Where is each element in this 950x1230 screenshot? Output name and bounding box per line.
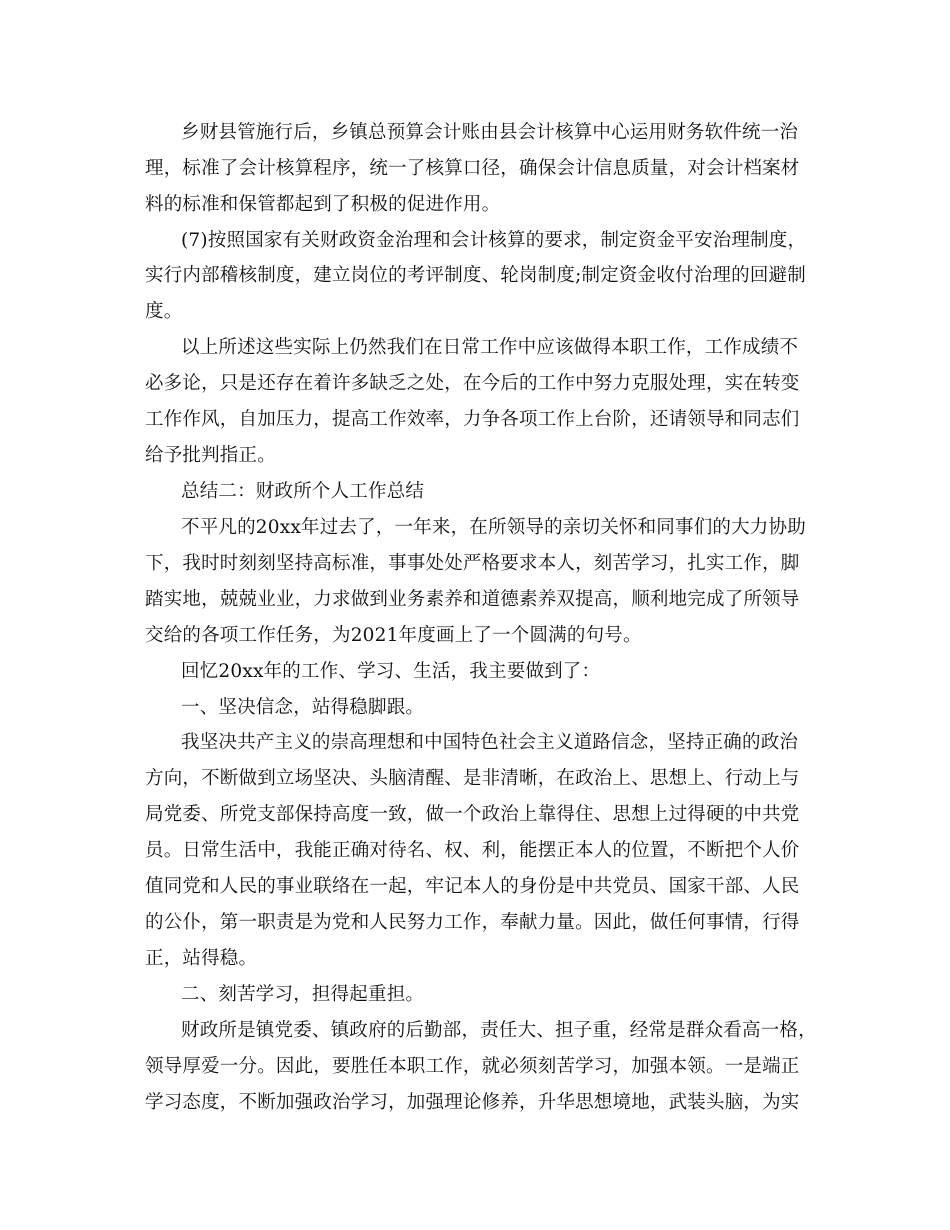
text-line: 给予批判指正。 — [145, 445, 276, 466]
text-line: 学习态度，不断加强政治学习，加强理论修养，升华思想境地，武装头脑，为实 — [145, 1092, 800, 1113]
text-line: 回忆20xx年的工作、学习、生活，我主要做到了： — [181, 661, 601, 682]
section-heading: 总结二：财政所个人工作总结 — [181, 481, 425, 502]
text-line: 员。日常生活中，我能正确对待名、权、利，能摆正本人的位置，不断把个人价 — [145, 840, 800, 861]
text-line: 理，标准了会计核算程序，统一了核算口径，确保会计信息质量，对会计档案材 — [145, 158, 800, 179]
text-line: 工作作风，自加压力，提高工作效率，力争各项工作上台阶，还请领导和同志们 — [145, 409, 800, 430]
text-line: 值同党和人民的事业联络在一起，牢记本人的身份是中共党员、国家干部、人民 — [145, 876, 800, 897]
text-line: 料的标准和保管都起到了积极的促进作用。 — [145, 194, 501, 215]
text-line: 乡财县管施行后，乡镇总预算会计账由县会计核算中心运用财务软件统一治 — [181, 122, 799, 143]
text-line: 必多论，只是还存在着许多缺乏之处，在今后的工作中努力克服处理，实在转变 — [145, 373, 800, 394]
text-line: 下，我时时刻刻坚持高标准，事事处处严格要求本人，刻苦学习，扎实工作，脚 — [145, 553, 800, 574]
text-line: 以上所述这些实际上仍然我们在日常工作中应该做得本职工作，工作成绩不 — [181, 337, 799, 358]
text-line: 交给的各项工作任务，为2021年度画上了一个圆满的句号。 — [145, 625, 642, 646]
text-line: 领导厚爱一分。因此，要胜任本职工作，就必须刻苦学习，加强本领。一是端正 — [145, 1056, 800, 1077]
text-line: 我坚决共产主义的崇高理想和中国特色社会主义道路信念，坚持正确的政治 — [181, 732, 799, 753]
subheading: 一、坚决信念，站得稳脚跟。 — [181, 697, 425, 718]
subheading: 二、刻苦学习，担得起重担。 — [181, 984, 425, 1005]
text-line: 度。 — [145, 301, 183, 322]
text-line: 局党委、所党支部保持高度一致，做一个政治上靠得住、思想上过得硬的中共党 — [145, 804, 800, 825]
text-line: 实行内部稽核制度，建立岗位的考评制度、轮岗制度;制定资金收付治理的回避制 — [145, 265, 806, 286]
text-line: 踏实地，兢兢业业，力求做到业务素养和道德素养双提高，顺利地完成了所领导 — [145, 589, 800, 610]
text-line: 方向，不断做到立场坚决、头脑清醒、是非清晰，在政治上、思想上、行动上与 — [145, 768, 800, 789]
text-line: (7)按照国家有关财政资金治理和会计核算的要求，制定资金平安治理制度， — [181, 230, 807, 251]
text-line: 的公仆，第一职责是为党和人民努力工作，奉献力量。因此，做任何事情，行得 — [145, 912, 800, 933]
text-line: 财政所是镇党委、镇政府的后勤部，责任大、担子重，经常是群众看高一格， — [181, 1020, 817, 1041]
text-line: 不平凡的20xx年过去了，一年来，在所领导的亲切关怀和同事们的大力协助 — [181, 517, 806, 538]
text-line: 正，站得稳。 — [145, 948, 258, 969]
